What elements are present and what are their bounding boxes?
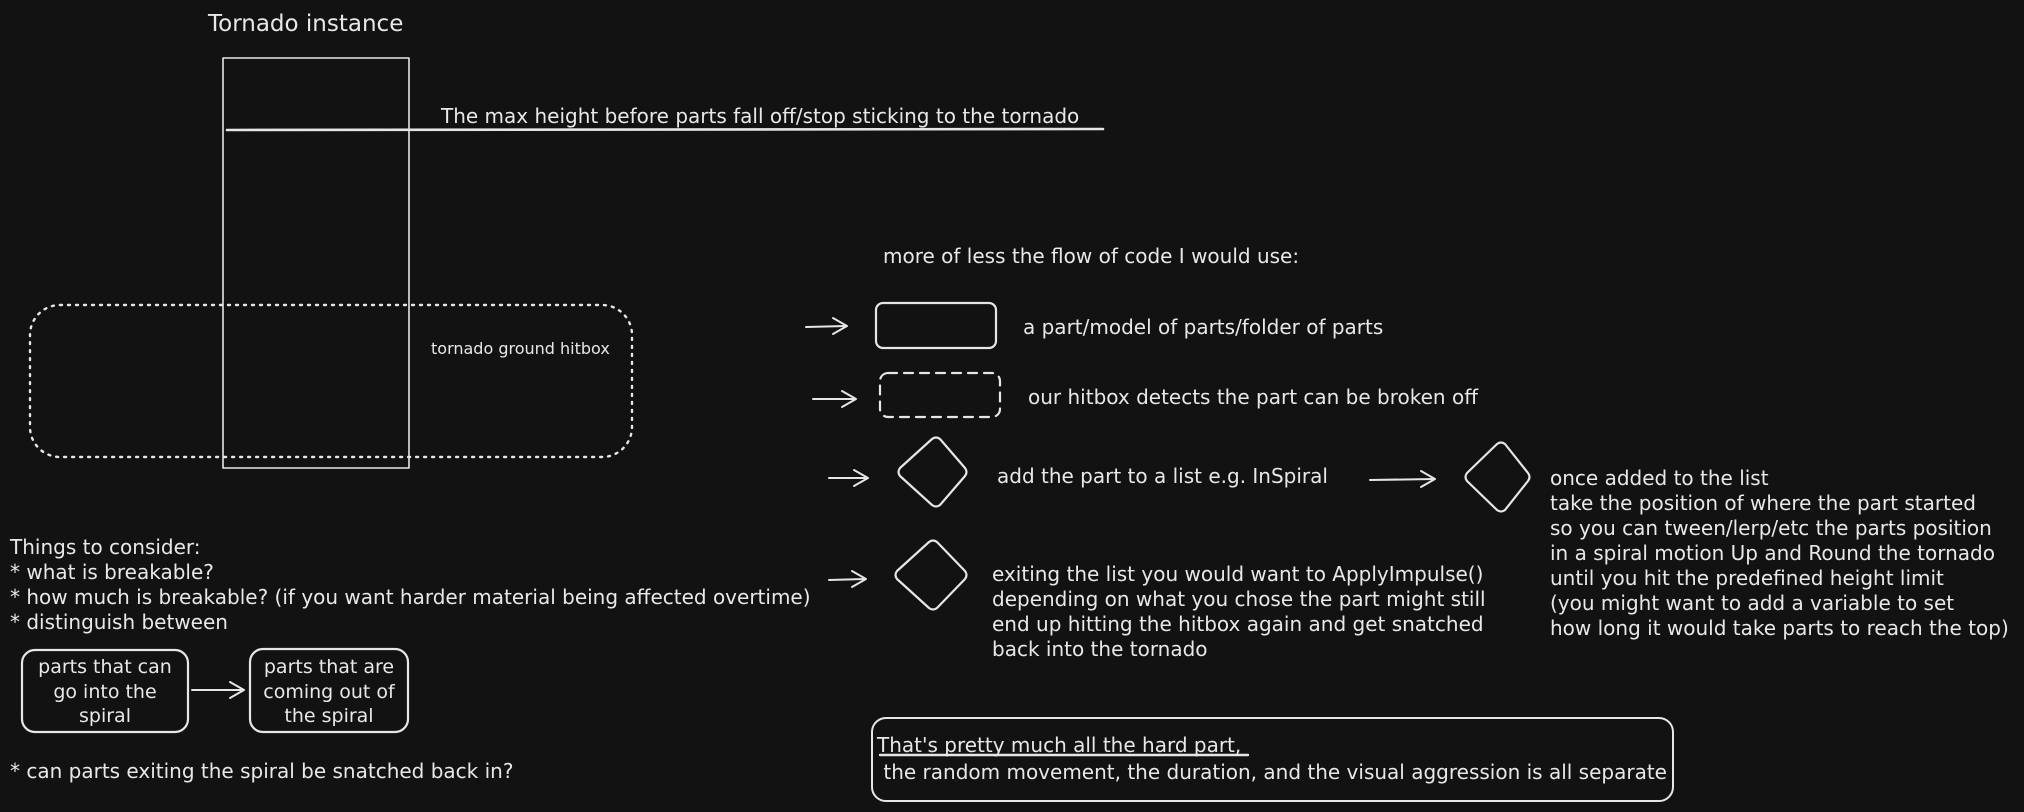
box-in-line: parts that can [38, 656, 172, 678]
step3-detail-line: (you might want to add a variable to set [1550, 591, 1955, 615]
box-out-line: the spiral [284, 705, 374, 728]
ground-hitbox-rect [30, 305, 632, 457]
flow-heading: more of less the flow of code I would use: [883, 244, 1300, 268]
step3-detail-line: so you can tween/lerp/etc the parts position [1550, 516, 1992, 540]
note-line2: the random movement, the duration, and the visual aggression is all separate [877, 760, 1667, 784]
step4-diamond [896, 541, 967, 610]
flow-step4-text [992, 562, 1486, 662]
step3-diamond [899, 438, 967, 507]
box-out-line: coming out of [263, 680, 395, 703]
step3-detail-line: in a spiral motion Up and Round the tornado [1550, 541, 1995, 565]
step3-detail-diamond [1466, 443, 1530, 512]
step2-hitbox-box [880, 373, 1000, 417]
consideration-last-item: * can parts exiting the spiral be snatched back in? [10, 759, 514, 783]
max-height-line [227, 129, 1103, 130]
step3-detail-line: until you hit the predefined height limit [1550, 566, 1944, 590]
flow-arrow-2 [813, 391, 856, 407]
box-in-text [22, 655, 188, 729]
step4-line: end up hitting the hitbox again and get snatched [992, 612, 1484, 636]
step4-line: back into the tornado [992, 637, 1208, 661]
max-height-label: The max height before parts fall off/stop sticking to the tornado [441, 104, 1080, 128]
flow-arrow-1 [806, 318, 847, 334]
step1-process-box [876, 303, 996, 348]
step4-line: depending on what you chose the part might still [992, 587, 1486, 611]
box-out-line: parts that are [263, 656, 395, 678]
considerations-heading: Things to consider: [10, 535, 201, 559]
tornado-instance-title: Tornado instance [208, 11, 404, 37]
flow-arrow-3 [829, 470, 868, 486]
note-text [877, 732, 1667, 786]
flow-step3-detail [1550, 466, 2009, 641]
tornado-instance-rect [223, 58, 409, 468]
step4-line: exiting the list you would want to ApplyImpulse() [992, 562, 1484, 586]
flow-step1-label: a part/model of parts/folder of parts [1023, 315, 1384, 339]
box-in-line: spiral [79, 705, 131, 728]
considerations-block [10, 535, 811, 635]
box-in-line: go into the [53, 680, 157, 703]
consideration-item: * distinguish between [10, 610, 228, 634]
step3-detail-line: once added to the list [1550, 466, 1769, 490]
flow-arrow-3b [1370, 471, 1435, 487]
note-line1: That's pretty much all the hard part, [877, 733, 1242, 757]
consideration-item: * what is breakable? [10, 560, 214, 584]
box-out-text [250, 655, 408, 729]
flow-arrow-4 [829, 571, 866, 587]
flow-step2-label: our hitbox detects the part can be broken off [1028, 385, 1478, 409]
step3-detail-line: how long it would take parts to reach the top) [1550, 616, 2009, 640]
flow-step3-label: add the part to a list e.g. InSpiral [997, 464, 1328, 488]
ground-hitbox-label: tornado ground hitbox [431, 339, 610, 358]
box-arrow [192, 682, 244, 698]
step3-detail-line: take the position of where the part started [1550, 491, 1976, 515]
consideration-item: * how much is breakable? (if you want harder material being affected overtime) [10, 585, 811, 609]
